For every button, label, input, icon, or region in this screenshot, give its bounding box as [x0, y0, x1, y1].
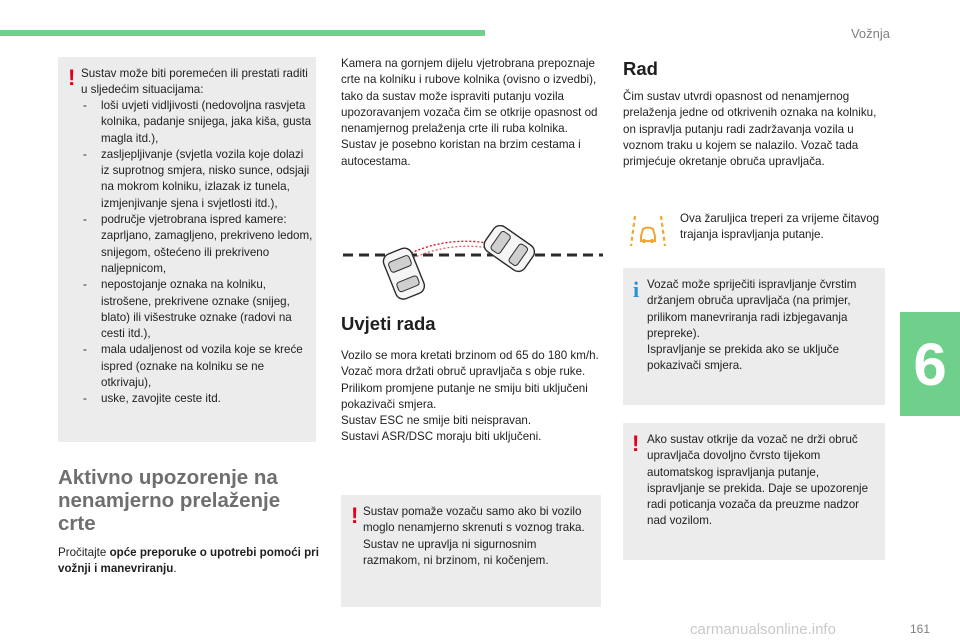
list-item: - zasljepljivanje (svjetla vozila koje dolazi iz suprotnog smjera, nisko sunce, odsjaji na mokrom kolniku, izlazak iz tunela, izmjenjivanje sjena i svjetlosti itd.), — [81, 147, 313, 212]
operating-conditions — [341, 348, 603, 446]
page-number: 161 — [909, 622, 930, 636]
list-item: - mala udaljenost od vozila koje se kreće ispred (oznake na kolniku se ne otkrivaju), — [81, 342, 313, 391]
chapter-tab: 6 — [900, 312, 960, 416]
section-heading-conditions: Uvjeti rada — [341, 313, 436, 334]
list-item: - loši uvjeti vidljivosti (nedovoljna rasvjeta kolnika, padanje snijega, jaka kiša, gusta magla itd.), — [81, 98, 313, 147]
condition-line: Sustav ESC ne smije biti neispravan. — [341, 414, 532, 428]
info-icon: i — [633, 277, 640, 302]
section-title: Vožnja — [850, 26, 890, 41]
conditions-list — [81, 98, 313, 408]
read-note-prefix: Pročitajte — [58, 546, 110, 559]
warning-icon: ! — [68, 65, 76, 90]
warning-text: Ako sustav otkrije da vozač ne drži obruč upravljača dovoljno čvrsto tijekom automatskog ispravljanja putanje, ispravljanje se prekida. Daje se upozorenje radi poticanja vozača da preuzme nadzor nad vozilom. — [647, 433, 869, 528]
warning-box-assist — [341, 495, 601, 607]
car-left — [381, 246, 427, 302]
watermark: carmanualsonline.info — [690, 621, 836, 638]
list-item: - nepostojanje oznaka na kolniku, istrošene, prekrivene oznake (snijeg, blato) ili višestruke oznake (radovi na cesti itd.), — [81, 277, 313, 342]
info-text-line: Ispravljanje se prekida ako se uključe pokazivači smjera. — [647, 343, 840, 373]
camera-text: Kamera na gornjem dijelu vjetrobrana prepoznaje crte na kolniku i rubove kolnika (ovisno o izvedbi), tako da sustav može ispraviti putanju vozila upozoravanjem vozača čim se otkrije opasnost od nenamjernog prelaženja crte ili ruba kolnika. — [341, 57, 598, 136]
lane-assist-warning-icon — [629, 212, 667, 250]
list-item: - uske, zavojite ceste itd. — [81, 391, 313, 407]
warning-intro: Sustav može biti poremećen ili prestati raditi u sljedećim situacijama: — [81, 67, 308, 97]
lane-departure-car-illustration — [341, 225, 603, 313]
lamp-note-text: Ova žaruljica treperi za vrijeme čitavog trajanja ispravljanja putanje. — [680, 212, 880, 242]
read-note-link: opće preporuke o upotrebi pomoći pri vožnji i manevriranju — [58, 546, 319, 576]
section-heading-operation: Rad — [623, 58, 658, 79]
condition-line: Sustavi ASR/DSC moraju biti uključeni. — [341, 430, 542, 444]
warning-icon: ! — [351, 503, 359, 528]
warning-text: Sustav pomaže vozaču samo ako bi vozilo moglo nenamjerno skrenuti s voznog traka. Sustav ne upravlja ni sigurnosnim razmakom, ni brzinom, ni kočenjem. — [363, 505, 585, 567]
condition-line: Vozač mora držati obruč upravljača s obje ruke. — [341, 365, 586, 379]
camera-text-2: Sustav je posebno koristan na brzim cestama i autocestama. — [341, 138, 581, 168]
condition-line: Prilikom promjene putanje ne smiju biti uključeni pokazivači smjera. — [341, 381, 588, 411]
info-box — [623, 268, 885, 405]
info-text — [647, 277, 879, 375]
list-item: - područje vjetrobrana ispred kamere: zaprljano, zamagljeno, prekriveno ledom, snijegom, oštećeno ili prekriveno naljepnicom, — [81, 212, 313, 277]
warning-icon: ! — [632, 431, 640, 456]
top-accent-bar — [0, 30, 485, 36]
camera-description — [341, 56, 603, 170]
info-text-line: Vozač može spriječiti ispravljanje čvrstim držanjem obruča upravljača (na primjer, prilikom manevriranja radi izbjegavanja prepreke). — [647, 278, 857, 340]
warning-box-conditions — [58, 57, 316, 442]
read-note-suffix: . — [173, 562, 177, 576]
page-title: Aktivno upozorenje na nenamjerno prelaženje crte — [58, 466, 281, 535]
condition-line: Vozilo se mora kretati brzinom od 65 do 180 km/h. — [341, 349, 599, 362]
warning-box-grip — [623, 423, 885, 560]
read-note — [58, 545, 320, 578]
operation-text: Čim sustav utvrdi opasnost od nenamjernog prelaženja jedne od otkrivenih oznaka na kolniku, on ispravlja putanju radi zadržavanja vozila u voznom traku u kojem se nalazilo. Vozač tada primjećuje okretanje obruča upravljača. — [623, 90, 877, 169]
car-right — [481, 225, 538, 275]
